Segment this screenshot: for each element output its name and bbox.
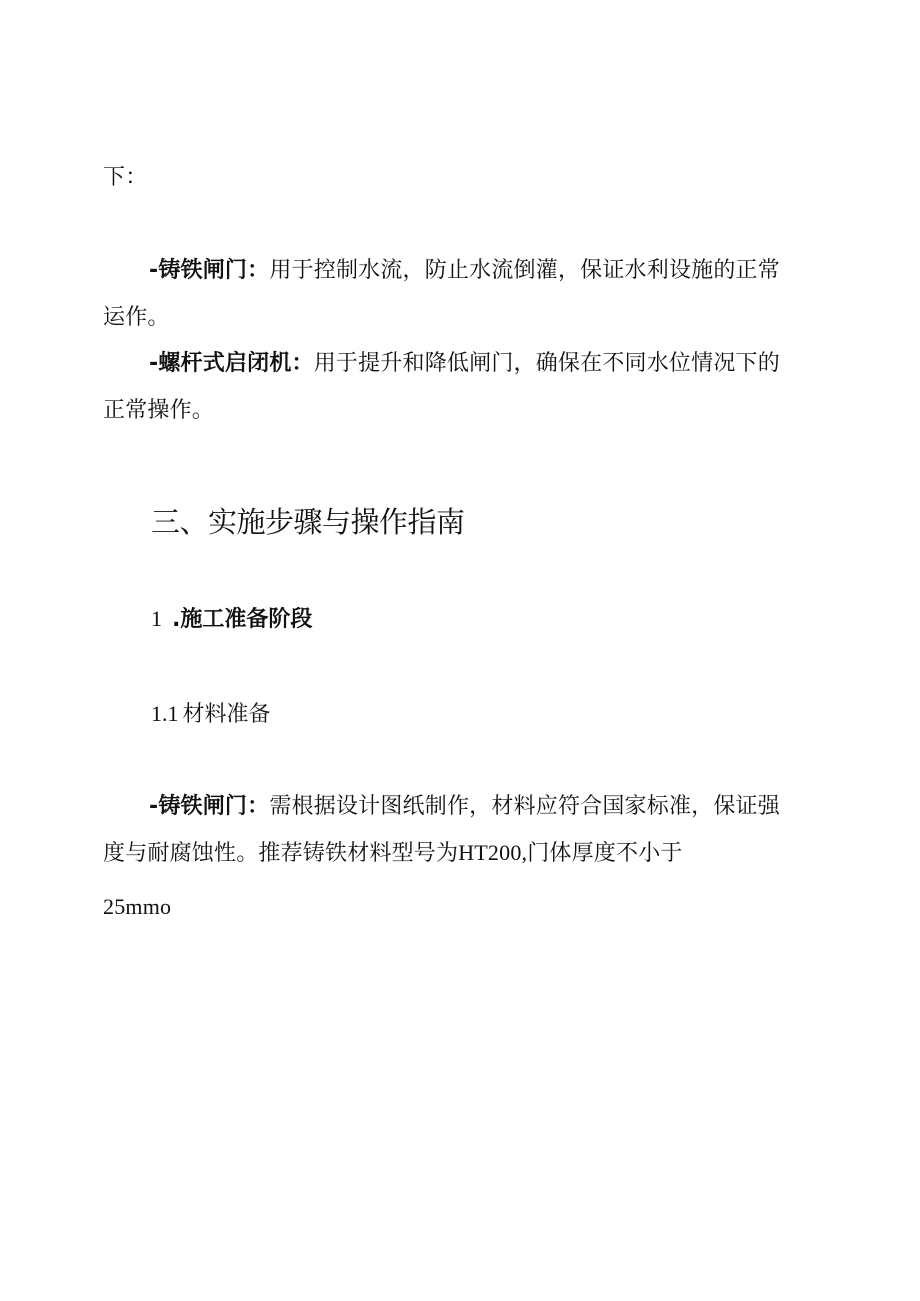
equipment-term-gate: -铸铁闸门：: [149, 258, 270, 283]
subsubsection-heading: [151, 699, 271, 730]
subsection-heading: [151, 604, 312, 635]
equipment-desc-hoist-cont: 正常操作。: [103, 398, 215, 423]
equipment-desc-gate-cont: 运作。: [103, 305, 170, 330]
material-thickness-text: 门体厚度不小于: [527, 841, 683, 866]
material-item-line1: [149, 792, 864, 822]
subsection-number: 1: [151, 606, 162, 631]
subsubsection-title: 材料准备: [182, 702, 271, 727]
material-item-line2: [103, 838, 818, 869]
equipment-item-gate-line1: [149, 256, 864, 286]
material-model: HT200,: [458, 840, 528, 865]
material-term: -铸铁闸门：: [149, 794, 270, 819]
section-heading: 三、实施步骤与操作指南: [151, 505, 465, 539]
material-desc: 需根据设计图纸制作，材料应符合国家标准，保证强: [269, 794, 780, 819]
material-item-line3: [103, 892, 818, 922]
equipment-item-hoist-line2: [103, 396, 818, 426]
equipment-term-hoist: -螺杆式启闭机：: [149, 351, 314, 376]
material-desc-cont: 度与耐腐蚀性。推荐铸铁材料型号为: [103, 841, 459, 866]
subsubsection-number: 1.1: [151, 701, 179, 726]
equipment-desc-hoist: 用于提升和降低闸门，确保在不同水位情况下的: [313, 351, 780, 376]
subsection-title: .施工准备阶段: [172, 607, 313, 632]
material-thickness-value: 25mmo: [103, 894, 172, 919]
continuation-text: [103, 163, 818, 193]
equipment-desc-gate: 用于控制水流，防止水流倒灌，保证水利设施的正常: [269, 258, 780, 283]
equipment-item-hoist-line1: [149, 349, 864, 379]
continuation-text-content: 下：: [103, 165, 148, 190]
equipment-item-gate-line2: [103, 303, 818, 333]
